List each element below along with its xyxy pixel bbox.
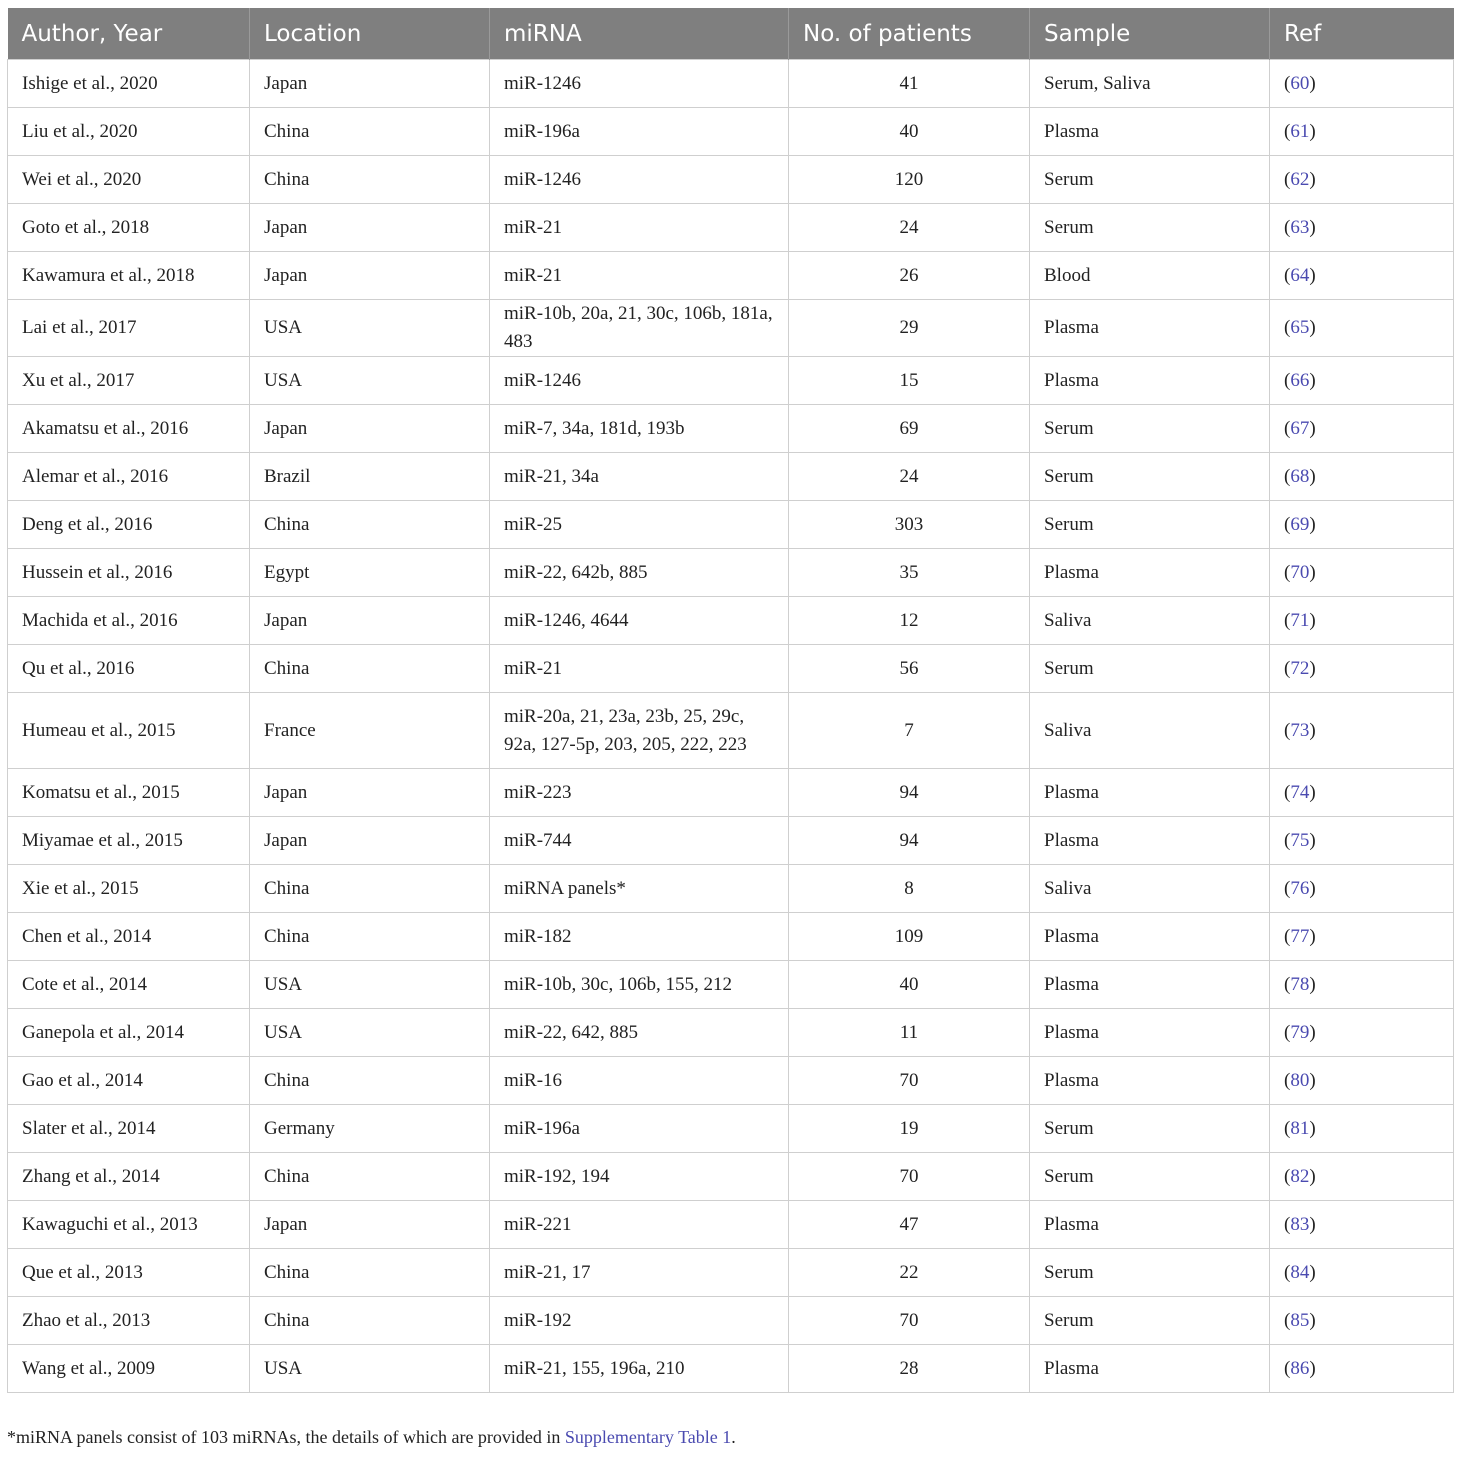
cell-ref: (83) [1270,1201,1454,1249]
cell-patients: 70 [789,1057,1030,1105]
ref-link[interactable]: 67 [1290,417,1310,439]
cell-ref: (79) [1270,1009,1454,1057]
cell-sample: Plasma [1030,769,1270,817]
cell-location: USA [250,961,490,1009]
cell-location: Japan [250,405,490,453]
ref-link[interactable]: 81 [1290,1117,1310,1139]
cell-patients: 47 [789,1201,1030,1249]
cell-patients: 40 [789,108,1030,156]
ref-link[interactable]: 75 [1290,829,1310,851]
ref-link[interactable]: 84 [1290,1261,1310,1283]
cell-ref: (76) [1270,865,1454,913]
cell-patients: 29 [789,300,1030,357]
cell-author-year: Slater et al., 2014 [8,1105,250,1153]
cell-patients: 35 [789,549,1030,597]
ref-link[interactable]: 82 [1290,1165,1310,1187]
table-row [8,108,1454,156]
table-row [8,1297,1454,1345]
cell-sample: Serum [1030,204,1270,252]
cell-author-year: Hussein et al., 2016 [8,549,250,597]
cell-ref: (82) [1270,1153,1454,1201]
cell-ref: (81) [1270,1105,1454,1153]
cell-mirna: miR-22, 642b, 885 [490,549,789,597]
header-patients: No. of patients [789,8,1030,60]
header-ref: Ref [1270,8,1454,60]
cell-patients: 8 [789,865,1030,913]
ref-link[interactable]: 69 [1290,513,1310,535]
table-row [8,357,1454,405]
cell-location: USA [250,300,490,357]
cell-location: Japan [250,204,490,252]
cell-location: Germany [250,1105,490,1153]
cell-sample: Plasma [1030,961,1270,1009]
cell-location: China [250,156,490,204]
cell-patients: 19 [789,1105,1030,1153]
cell-mirna: miR-21 [490,645,789,693]
ref-link[interactable]: 74 [1290,781,1310,803]
cell-author-year: Chen et al., 2014 [8,913,250,961]
cell-sample: Plasma [1030,817,1270,865]
supplementary-table-link[interactable]: Supplementary Table 1 [564,1427,732,1447]
cell-author-year: Xie et al., 2015 [8,865,250,913]
cell-ref: (71) [1270,597,1454,645]
cell-sample: Plasma [1030,913,1270,961]
ref-link[interactable]: 64 [1290,264,1310,286]
cell-author-year: Ishige et al., 2020 [8,60,250,108]
ref-link[interactable]: 71 [1290,609,1310,631]
cell-sample: Blood [1030,252,1270,300]
cell-mirna: miR-1246 [490,60,789,108]
cell-location: China [250,1153,490,1201]
cell-author-year: Deng et al., 2016 [8,501,250,549]
cell-patients: 120 [789,156,1030,204]
cell-sample: Serum [1030,1105,1270,1153]
cell-mirna: miR-25 [490,501,789,549]
cell-location: China [250,1249,490,1297]
cell-sample: Plasma [1030,300,1270,357]
cell-author-year: Lai et al., 2017 [8,300,250,357]
ref-link[interactable]: 77 [1290,925,1310,947]
ref-link[interactable]: 78 [1290,973,1310,995]
cell-author-year: Liu et al., 2020 [8,108,250,156]
cell-mirna: miR-744 [490,817,789,865]
ref-link[interactable]: 63 [1290,216,1310,238]
cell-mirna: miR-221 [490,1201,789,1249]
cell-location: USA [250,1009,490,1057]
cell-ref: (72) [1270,645,1454,693]
cell-author-year: Miyamae et al., 2015 [8,817,250,865]
table-row [8,405,1454,453]
ref-link[interactable]: 62 [1290,168,1310,190]
cell-mirna: miR-196a [490,1105,789,1153]
cell-patients: 56 [789,645,1030,693]
ref-link[interactable]: 66 [1290,369,1310,391]
cell-ref: (65) [1270,300,1454,357]
table-row [8,961,1454,1009]
cell-mirna: miR-182 [490,913,789,961]
cell-ref: (75) [1270,817,1454,865]
cell-author-year: Wei et al., 2020 [8,156,250,204]
cell-mirna: miR-1246 [490,156,789,204]
cell-sample: Saliva [1030,693,1270,769]
cell-location: China [250,1057,490,1105]
cell-ref: (80) [1270,1057,1454,1105]
cell-sample: Plasma [1030,549,1270,597]
cell-mirna: miR-7, 34a, 181d, 193b [490,405,789,453]
cell-ref: (78) [1270,961,1454,1009]
cell-location: USA [250,1345,490,1393]
table-row [8,453,1454,501]
cell-sample: Plasma [1030,1201,1270,1249]
table-row [8,156,1454,204]
cell-ref: (86) [1270,1345,1454,1393]
cell-author-year: Alemar et al., 2016 [8,453,250,501]
cell-sample: Serum, Saliva [1030,60,1270,108]
table-row [8,693,1454,769]
header-location: Location [250,8,490,60]
ref-link[interactable]: 76 [1290,877,1310,899]
cell-author-year: Gao et al., 2014 [8,1057,250,1105]
cell-ref: (62) [1270,156,1454,204]
cell-mirna: miR-21, 17 [490,1249,789,1297]
cell-author-year: Que et al., 2013 [8,1249,250,1297]
cell-mirna: miR-223 [490,769,789,817]
cell-mirna: miR-16 [490,1057,789,1105]
cell-author-year: Akamatsu et al., 2016 [8,405,250,453]
cell-patients: 40 [789,961,1030,1009]
cell-mirna: miR-192, 194 [490,1153,789,1201]
table-row [8,1153,1454,1201]
ref-link[interactable]: 60 [1290,72,1310,94]
table-row [8,60,1454,108]
cell-location: China [250,108,490,156]
cell-ref: (64) [1270,252,1454,300]
cell-sample: Plasma [1030,108,1270,156]
cell-patients: 15 [789,357,1030,405]
cell-location: Japan [250,1201,490,1249]
cell-patients: 109 [789,913,1030,961]
cell-ref: (73) [1270,693,1454,769]
cell-mirna: miR-10b, 20a, 21, 30c, 106b, 181a, 483 [490,300,789,357]
table-row [8,1345,1454,1393]
cell-patients: 303 [789,501,1030,549]
cell-mirna: miR-1246, 4644 [490,597,789,645]
mirna-studies-table [7,8,1454,1393]
table-row [8,913,1454,961]
cell-patients: 24 [789,453,1030,501]
cell-ref: (68) [1270,453,1454,501]
cell-ref: (74) [1270,769,1454,817]
cell-author-year: Qu et al., 2016 [8,645,250,693]
cell-location: China [250,501,490,549]
ref-link[interactable]: 68 [1290,465,1310,487]
table-row [8,252,1454,300]
table-row [8,300,1454,357]
table-row [8,1249,1454,1297]
cell-location: China [250,645,490,693]
cell-sample: Saliva [1030,597,1270,645]
cell-author-year: Komatsu et al., 2015 [8,769,250,817]
cell-patients: 28 [789,1345,1030,1393]
cell-patients: 24 [789,204,1030,252]
cell-mirna: miR-21, 155, 196a, 210 [490,1345,789,1393]
cell-ref: (66) [1270,357,1454,405]
table-row [8,865,1454,913]
cell-author-year: Kawamura et al., 2018 [8,252,250,300]
ref-link[interactable]: 70 [1290,561,1310,583]
cell-location: France [250,693,490,769]
cell-ref: (63) [1270,204,1454,252]
cell-location: USA [250,357,490,405]
cell-mirna: miR-10b, 30c, 106b, 155, 212 [490,961,789,1009]
cell-location: Japan [250,769,490,817]
ref-link[interactable]: 83 [1290,1213,1310,1235]
table-row [8,1105,1454,1153]
cell-mirna: miRNA panels* [490,865,789,913]
cell-patients: 26 [789,252,1030,300]
cell-ref: (61) [1270,108,1454,156]
cell-sample: Plasma [1030,1057,1270,1105]
table-header-row [8,8,1454,60]
cell-sample: Saliva [1030,865,1270,913]
cell-mirna: miR-21 [490,204,789,252]
cell-sample: Plasma [1030,1009,1270,1057]
cell-author-year: Cote et al., 2014 [8,961,250,1009]
cell-ref: (70) [1270,549,1454,597]
cell-mirna: miR-192 [490,1297,789,1345]
cell-sample: Serum [1030,156,1270,204]
ref-link[interactable]: 61 [1290,120,1310,142]
ref-link[interactable]: 73 [1290,719,1310,741]
cell-location: China [250,865,490,913]
ref-link[interactable]: 80 [1290,1069,1310,1091]
cell-sample: Plasma [1030,357,1270,405]
cell-ref: (77) [1270,913,1454,961]
table-row [8,1201,1454,1249]
table-row [8,501,1454,549]
cell-author-year: Zhang et al., 2014 [8,1153,250,1201]
cell-sample: Serum [1030,1297,1270,1345]
cell-patients: 11 [789,1009,1030,1057]
cell-ref: (60) [1270,60,1454,108]
cell-sample: Serum [1030,645,1270,693]
cell-author-year: Goto et al., 2018 [8,204,250,252]
ref-link[interactable]: 72 [1290,657,1310,679]
cell-patients: 70 [789,1297,1030,1345]
cell-author-year: Kawaguchi et al., 2013 [8,1201,250,1249]
ref-link[interactable]: 86 [1290,1357,1310,1379]
cell-sample: Serum [1030,1153,1270,1201]
cell-ref: (85) [1270,1297,1454,1345]
cell-patients: 94 [789,769,1030,817]
cell-patients: 70 [789,1153,1030,1201]
cell-location: Japan [250,252,490,300]
table-row [8,1009,1454,1057]
cell-mirna: miR-21, 34a [490,453,789,501]
cell-mirna: miR-20a, 21, 23a, 23b, 25, 29c, 92a, 127-5p, 203, 205, 222, 223 [490,693,789,769]
cell-patients: 7 [789,693,1030,769]
footnote: *miRNA panels consist of 103 miRNAs, the details of which are provided in Supplementary Table 1. [7,1427,736,1447]
ref-link[interactable]: 79 [1290,1021,1310,1043]
cell-author-year: Ganepola et al., 2014 [8,1009,250,1057]
table-row [8,549,1454,597]
cell-location: Japan [250,60,490,108]
cell-patients: 41 [789,60,1030,108]
header-mirna: miRNA [490,8,789,60]
cell-location: Japan [250,597,490,645]
cell-sample: Serum [1030,1249,1270,1297]
ref-link[interactable]: 85 [1290,1309,1310,1331]
cell-author-year: Machida et al., 2016 [8,597,250,645]
cell-author-year: Wang et al., 2009 [8,1345,250,1393]
cell-sample: Serum [1030,453,1270,501]
cell-patients: 12 [789,597,1030,645]
cell-ref: (84) [1270,1249,1454,1297]
cell-sample: Serum [1030,405,1270,453]
table-row [8,597,1454,645]
cell-mirna: miR-1246 [490,357,789,405]
cell-mirna: miR-196a [490,108,789,156]
cell-location: Egypt [250,549,490,597]
cell-author-year: Zhao et al., 2013 [8,1297,250,1345]
cell-ref: (69) [1270,501,1454,549]
table-row [8,769,1454,817]
cell-location: Japan [250,817,490,865]
cell-sample: Serum [1030,501,1270,549]
cell-patients: 22 [789,1249,1030,1297]
ref-link[interactable]: 65 [1290,317,1310,338]
cell-location: China [250,913,490,961]
cell-patients: 94 [789,817,1030,865]
cell-author-year: Xu et al., 2017 [8,357,250,405]
table-row [8,204,1454,252]
header-sample: Sample [1030,8,1270,60]
cell-patients: 69 [789,405,1030,453]
table-row [8,645,1454,693]
header-author-year: Author, Year [8,8,250,60]
table-row [8,817,1454,865]
cell-mirna: miR-22, 642, 885 [490,1009,789,1057]
cell-ref: (67) [1270,405,1454,453]
cell-location: China [250,1297,490,1345]
cell-location: Brazil [250,453,490,501]
cell-mirna: miR-21 [490,252,789,300]
cell-sample: Plasma [1030,1345,1270,1393]
cell-author-year: Humeau et al., 2015 [8,693,250,769]
table-row [8,1057,1454,1105]
